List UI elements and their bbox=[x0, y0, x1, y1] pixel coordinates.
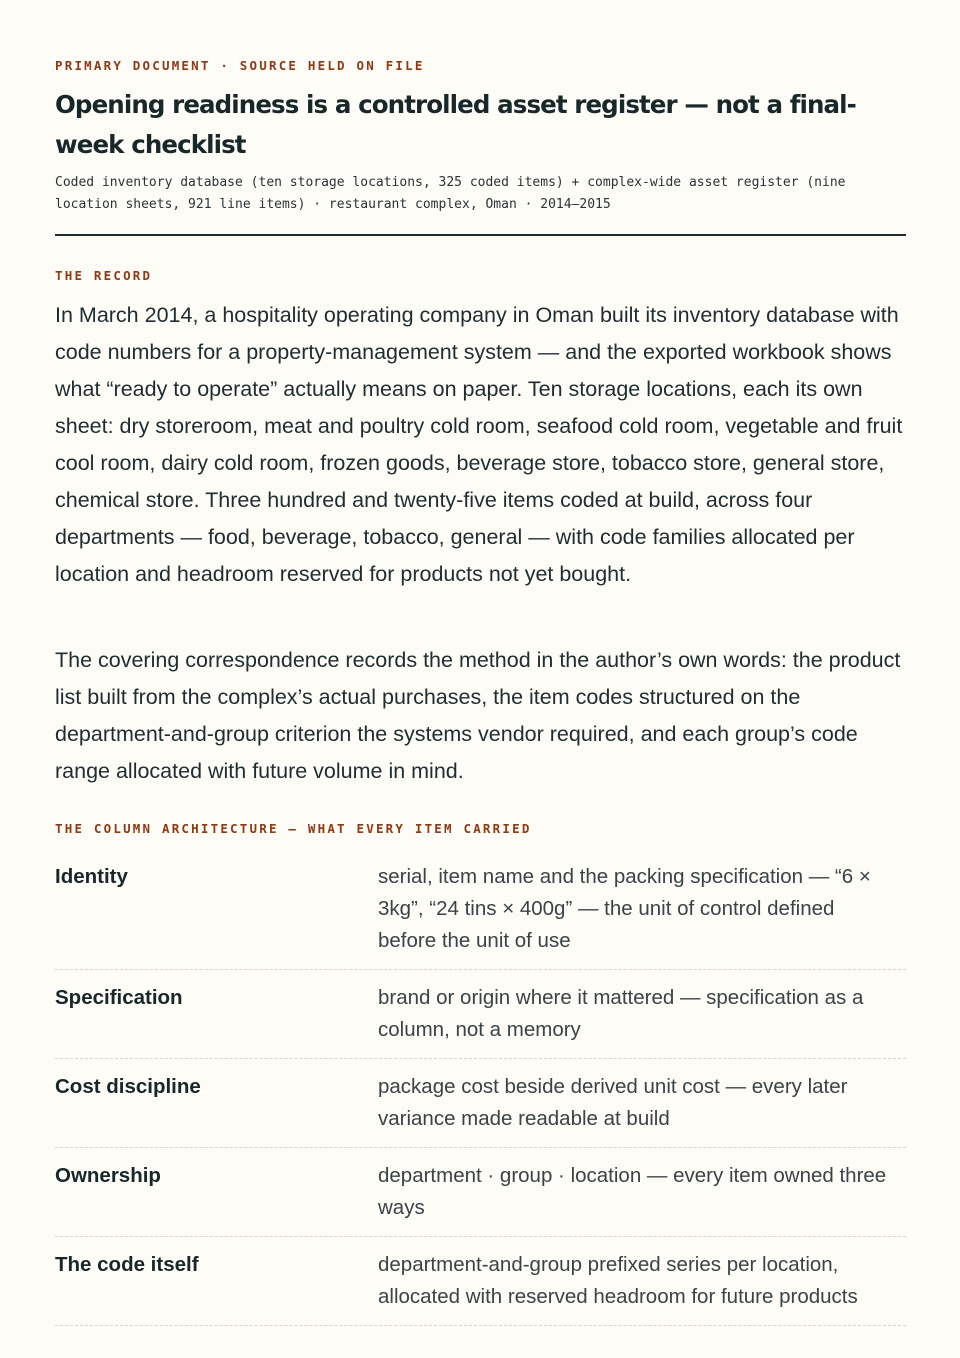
column-description: brand or origin where it mattered — specification as a column, not a memory bbox=[378, 986, 864, 1041]
column-description: department · group · location — every item owned three ways bbox=[378, 1164, 887, 1219]
column-term: Specification bbox=[55, 986, 183, 1009]
column-row bbox=[55, 858, 906, 970]
column-architecture-list bbox=[55, 858, 906, 1335]
header-divider bbox=[55, 234, 906, 236]
record-paragraph: In March 2014, a hospitality operating company in Oman built its inventory database with code numbers for a property-management system — and the exported workbook shows what “ready to operate” actually means on paper. Ten storage locations, each its own sheet: dry storeroom, meat and poultry cold room, seafood cold room, vegetable and fruit cool room, dairy cold room, frozen goods, beverage store, tobacco store, general store, chemical store. Three hundred and twenty-five items coded at build, across four departments — food, beverage, tobacco, general — with code families allocated per location and headroom reserved for products not yet bought. bbox=[55, 303, 903, 586]
column-term: Cost discipline bbox=[55, 1075, 201, 1098]
columns-kicker: THE COLUMN ARCHITECTURE — WHAT EVERY ITEM CARRIED bbox=[55, 821, 532, 836]
column-term: Ownership bbox=[55, 1164, 161, 1187]
record-kicker: THE RECORD bbox=[55, 268, 153, 283]
column-description: package cost beside derived unit cost — every later variance made readable at build bbox=[378, 1075, 848, 1130]
column-row bbox=[55, 1246, 906, 1326]
column-row bbox=[55, 1068, 906, 1148]
column-description: department-and-group prefixed series per location, allocated with reserved headroom for future products bbox=[378, 1253, 858, 1308]
page-subtitle: Coded inventory database (ten storage locations, 325 coded items) + complex-wide asset register (nine location sheets, 921 line items) · restaurant complex, Oman · 2014–2015 bbox=[55, 175, 846, 212]
record-paragraph: The covering correspondence records the method in the author’s own words: the product list built from the complex’s actual purchases, the item codes structured on the department-and-group criterion the systems vendor required, and each group’s code range allocated with future volume in mind. bbox=[55, 648, 901, 783]
column-row bbox=[55, 1157, 906, 1237]
column-term: The code itself bbox=[55, 1253, 199, 1276]
page-title: Opening readiness is a controlled asset register — not a final-week checklist bbox=[55, 90, 856, 159]
column-row bbox=[55, 979, 906, 1059]
column-term: Identity bbox=[55, 865, 128, 888]
source-kicker: PRIMARY DOCUMENT · SOURCE HELD ON FILE bbox=[55, 58, 425, 73]
column-description: serial, item name and the packing specification — “6 × 3kg”, “24 tins × 400g” — the unit of control defined before the unit of use bbox=[378, 865, 871, 952]
